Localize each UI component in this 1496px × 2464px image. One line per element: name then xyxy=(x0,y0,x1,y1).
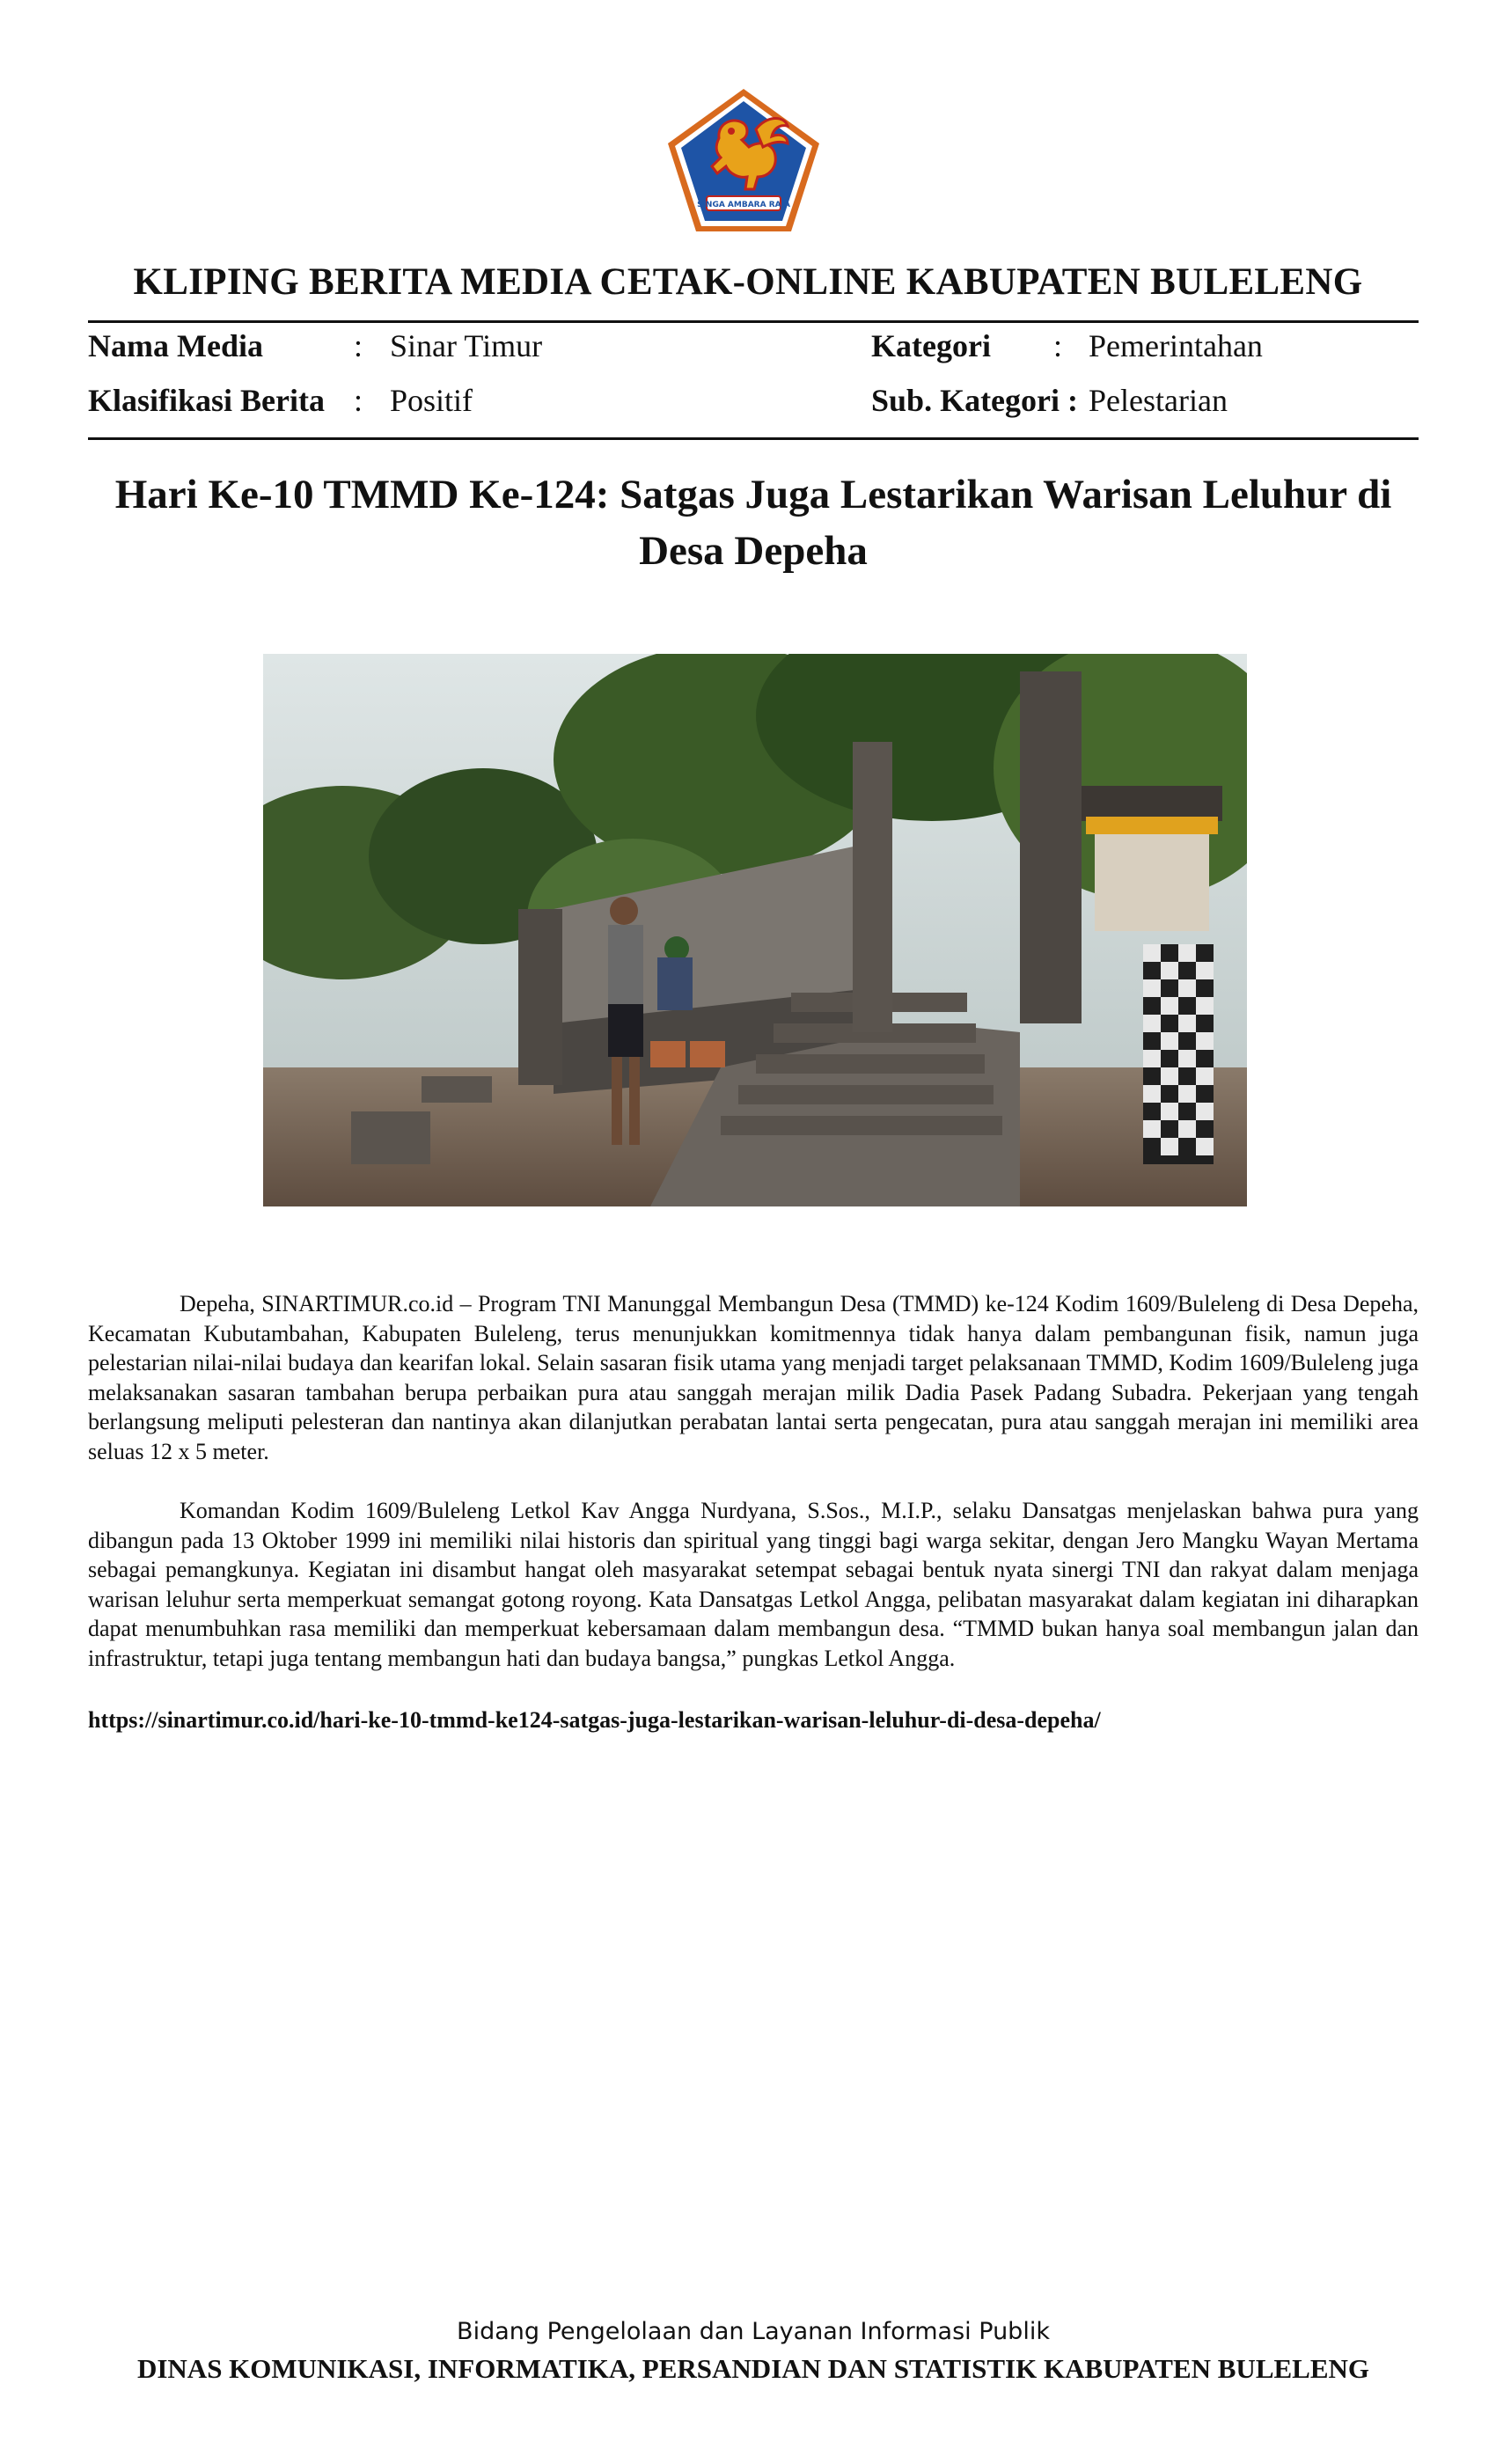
kategori-colon: : xyxy=(1053,328,1063,363)
article-body xyxy=(88,1289,1419,1703)
nama-media-label: Nama Media xyxy=(88,328,263,363)
temple-restoration-photo xyxy=(263,654,1247,1206)
footer-unit: Bidang Pengelolaan dan Layanan Informasi Publik xyxy=(457,2318,1050,2345)
emblem-icon xyxy=(664,85,823,237)
klasifikasi-value: Positif xyxy=(390,383,473,418)
header-divider-top xyxy=(88,320,1419,323)
article-headline: Hari Ke-10 TMMD Ke-124: Satgas Juga Lestarikan Warisan Leluhur di Desa Depeha xyxy=(114,472,1392,574)
klasifikasi-colon: : xyxy=(354,383,363,418)
page-title: KLIPING BERITA MEDIA CETAK-ONLINE KABUPATEN BULELENG xyxy=(133,261,1363,303)
article-paragraph: Komandan Kodim 1609/Buleleng Letkol Kav Angga Nurdyana, S.Sos., M.I.P., selaku Dansatgas menjelaskan bahwa pura yang dibangun pada 13 Oktober 1999 ini memiliki nilai historis dan spiritual yang tinggi bagi warga sekitar, dengan Jero Mangku Wayan Mertama sebagai pemangkunya. Kegiatan ini disambut hangat oleh masyarakat setempat sebagai bentuk nyata sinergi TNI dan rakyat dalam menjaga warisan leluhur serta memperkuat semangat gotong royong. Kata Dansatgas Letkol Angga, pelibatan masyarakat dalam kegiatan ini diharapkan dapat menumbuhkan rasa memiliki dan memperkuat kebersamaan dalam membangun desa. “TMMD bukan hanya soal membangun jalan dan infrastruktur, tetapi juga tentang membangun hati dan budaya bangsa,” pungkas Letkol Angga. xyxy=(88,1498,1419,1671)
kabupaten-emblem-logo xyxy=(664,85,823,237)
source-link[interactable]: https://sinartimur.co.id/hari-ke-10-tmmd-ke124-satgas-juga-lestarikan-warisan-leluhur-di-desa-depeha/ xyxy=(88,1707,1101,1733)
header-divider-bottom xyxy=(88,437,1419,440)
kategori-label: Kategori xyxy=(871,328,991,363)
footer-agency: DINAS KOMUNIKASI, INFORMATIKA, PERSANDIAN DAN STATISTIK KABUPATEN BULELENG xyxy=(136,2353,1370,2384)
nama-media-colon: : xyxy=(354,328,363,363)
sub-kategori-value: Pelestarian xyxy=(1089,383,1228,418)
sub-kategori-label: Sub. Kategori : xyxy=(871,383,1079,418)
article-paragraph: Depeha, SINARTIMUR.co.id – Program TNI Manunggal Membangun Desa (TMMD) ke-124 Kodim 1609/Buleleng di Desa Depeha, Kecamatan Kubutambahan, Kabupaten Buleleng, terus menunjukkan komitmennya tidak hanya dalam pembangunan fisik, namun juga pelestarian nilai-nilai budaya dan kearifan lokal. Selain sasaran fisik utama yang menjadi target pelaksanaan TMMD, Kodim 1609/Buleleng juga melaksanakan sasaran tambahan berupa perbaikan pura atau sanggah merajan milik Dadia Pasek Padang Subadra. Pekerjaan yang tengah berlangsung meliputi pelesteran dan nantinya akan dilanjutkan perabatan lantai serta pengecatan, pura atau sanggah merajan ini memiliki area seluas 12 x 5 meter. xyxy=(88,1291,1419,1464)
nama-media-value: Sinar Timur xyxy=(390,328,543,363)
kategori-value: Pemerintahan xyxy=(1089,328,1263,363)
emblem-motto: SINGA AMBARA RAJA xyxy=(697,201,790,209)
article-photo xyxy=(263,654,1247,1206)
klasifikasi-label: Klasifikasi Berita xyxy=(88,383,325,418)
